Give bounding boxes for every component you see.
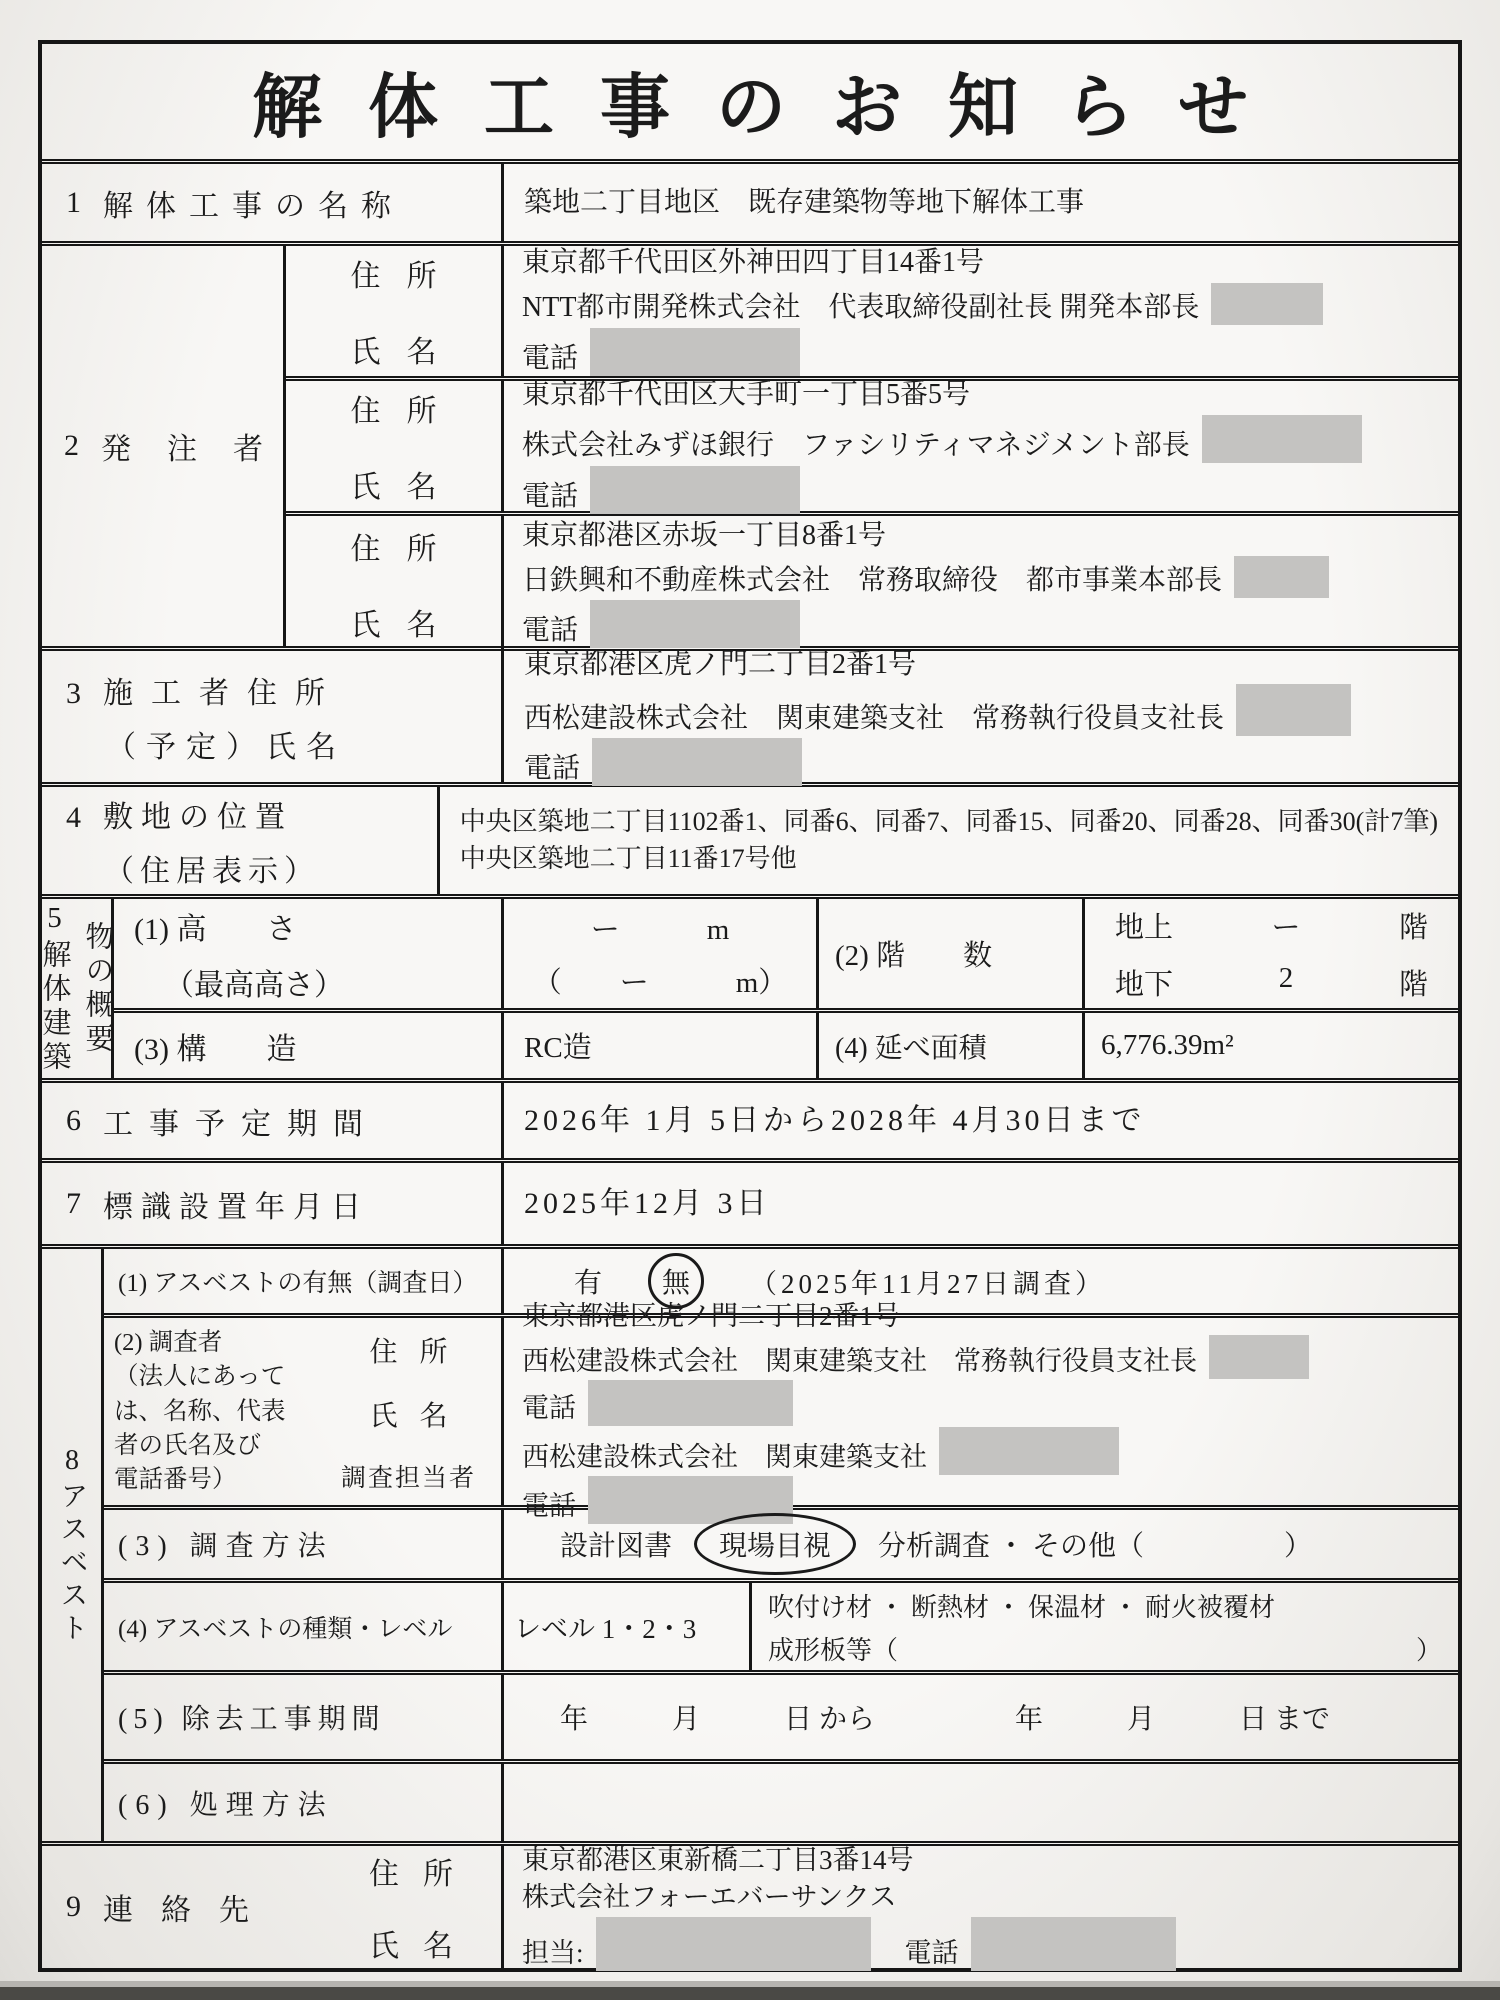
investigator-label-cell [104, 1318, 504, 1505]
notice-table [38, 40, 1462, 1972]
section2-row [42, 246, 1458, 651]
orderer1-name-line [522, 283, 1440, 328]
contact-person-label: 担当: [522, 1937, 584, 1968]
orderer1-tel-line [522, 328, 1440, 379]
section5-vertical-header [38, 899, 114, 1078]
orderer3-sublabels [286, 516, 504, 651]
section7-row [42, 1163, 1458, 1249]
section4-label-cell [42, 787, 440, 894]
section1-number: 1 [66, 185, 81, 219]
section7-label-cell [42, 1163, 504, 1244]
floors-below-value: 2 [1278, 961, 1294, 994]
section3-content [504, 648, 1458, 785]
asbestos-type-row [104, 1583, 1458, 1675]
floors-label: (2) 階 数 [835, 940, 993, 972]
orderer2-name: 株式会社みずほ銀行 ファシリティマネジメント部長 [522, 430, 1190, 462]
tel-label: 電話 [522, 480, 579, 512]
section8-vertical-header [42, 1249, 104, 1841]
section7-content [504, 1163, 1458, 1244]
asbestos-materials-cell [752, 1583, 1458, 1670]
section2-entries [286, 246, 1458, 646]
name-label: 氏名 [350, 336, 463, 369]
section1-label-cell [42, 164, 504, 241]
section7-label: 標識設置年月日 [103, 1190, 369, 1224]
investigator-person-line [522, 1427, 1458, 1476]
method-site-visual-circled: 現場目視 [694, 1513, 856, 1575]
name-label: 氏名 [350, 471, 463, 504]
contact-company: 株式会社フォーエバーサンクス [522, 1882, 897, 1913]
site-label2: （住居表示） [104, 854, 320, 888]
floors-above-label: 地上 [1115, 911, 1174, 944]
contact-person-line [522, 1917, 1440, 1972]
removal-period-content [504, 1675, 1458, 1759]
contractor-name: 西松建設株式会社 関東建築支社 常務執行役員支社長 [524, 702, 1225, 734]
contractor-label: 施工者住所 [103, 676, 343, 710]
name-label: 氏名 [369, 1930, 477, 1963]
orderer3-name-line [522, 556, 1440, 601]
section9-label-cell [42, 1846, 504, 1968]
works-name-value: 築地二丁目地区 既存建築物等地下解体工事 [524, 186, 1085, 218]
redacted-phone [971, 1917, 1176, 1971]
method-analysis-other: 分析調査 ・ その他（ ） [878, 1531, 1313, 1563]
section9-sublabels [369, 1849, 477, 1965]
tel-label: 電話 [524, 753, 581, 785]
investigator-content [504, 1300, 1458, 1521]
redacted-name [1202, 415, 1362, 463]
contractor-address: 東京都港区虎ノ門二丁目2番1号 [524, 648, 917, 680]
address-label: 住所 [369, 1336, 470, 1368]
address-label: 住所 [369, 1858, 477, 1891]
section6-label-cell [42, 1083, 504, 1158]
redacted-name [1209, 1335, 1309, 1379]
investigator-person-label: 調査担当者 [340, 1464, 476, 1492]
tel-label: 電話 [522, 1490, 576, 1521]
materials-line2 [768, 1630, 1442, 1667]
height-max-value: （ ー m） [532, 966, 788, 999]
redacted-name [1234, 556, 1329, 598]
structure-value-cell [504, 1013, 819, 1078]
section2-number: 2 [64, 429, 79, 462]
section6-label: 工事予定期間 [103, 1107, 379, 1141]
investigator-row [104, 1300, 1458, 1521]
survey-method-content [504, 1510, 1458, 1578]
tel-label: 電話 [904, 1937, 959, 1968]
section5-vlabel-col2: 物の概要 [81, 920, 114, 1057]
floors-above-line [1115, 905, 1428, 946]
orderer1-address: 東京都千代田区外神田四丁目14番1号 [522, 247, 985, 279]
orderer3-name: 日鉄興和不動産株式会社 常務取締役 都市事業本部長 [522, 564, 1223, 596]
redacted-name [1236, 684, 1351, 736]
orderer-row-1 [286, 246, 1458, 381]
contact-address: 東京都港区東新橋二丁目3番14号 [522, 1845, 914, 1876]
section8-vlabel: 8アスベスト [56, 1444, 88, 1646]
section5-top-row [114, 899, 1458, 1013]
address-label: 住所 [350, 532, 463, 566]
section4-content [440, 787, 1458, 894]
section8-grid [104, 1249, 1458, 1841]
section3-label-cell [42, 651, 504, 782]
tel-label: 電話 [522, 1392, 576, 1423]
asbestos-yes-option: 有 [574, 1268, 603, 1300]
investigator-label-line5: 電話番号） [114, 1466, 237, 1494]
investigator-label-line1: (2) 調査者 [114, 1328, 223, 1356]
section1-label: 解体工事の名称 [103, 189, 404, 223]
redacted-name [1211, 283, 1323, 325]
section5-grid [114, 899, 1458, 1078]
materials-molded-open: 成形板等（ [768, 1635, 899, 1665]
investigator-sublabels [316, 1330, 501, 1494]
redacted-phone [588, 1380, 793, 1426]
height-label: (1) 高 さ [134, 912, 297, 946]
contractor-label2: （予定）氏名 [106, 730, 346, 764]
orderer-row-2 [286, 381, 1458, 516]
section4-row [42, 787, 1458, 899]
removal-period-row [104, 1675, 1458, 1764]
structure-label: (3) 構 造 [134, 1032, 297, 1066]
redacted-name [939, 1427, 1119, 1475]
section4-number: 4 [66, 800, 81, 834]
asbestos-level-cell [504, 1583, 752, 1670]
removal-period-label-cell [104, 1675, 504, 1759]
materials-line1: 吹付け材 ・ 断熱材 ・ 保温材 ・ 耐火被覆材 [768, 1592, 1276, 1622]
contractor-name-line [524, 684, 1438, 738]
section2-label-cell [42, 246, 299, 646]
height-label-cell [114, 899, 504, 1008]
address-label: 住所 [350, 395, 463, 428]
investigator-label-line3: は、名称、代表 [114, 1397, 286, 1425]
section6-row [42, 1083, 1458, 1163]
redacted-phone [590, 466, 800, 514]
disposal-method-label-cell [104, 1764, 504, 1841]
tel-label: 電話 [522, 342, 579, 374]
area-value-cell [1085, 1013, 1458, 1078]
investigator-name-line [522, 1335, 1458, 1380]
section5-bottom-row [114, 1013, 1458, 1078]
investigator-label-line2: （法人にあって [114, 1363, 286, 1391]
investigator-name: 西松建設株式会社 関東建築支社 常務執行役員支社長 [522, 1345, 1197, 1376]
orderer-row-3 [286, 516, 1458, 651]
address-label: 住所 [350, 260, 463, 293]
floors-below-line [1115, 962, 1428, 1003]
orderer3-address: 東京都港区赤坂一丁目8番1号 [522, 519, 887, 551]
section1-value-cell [504, 164, 1458, 241]
orderer3-tel-line [522, 600, 1440, 651]
materials-molded-close: ） [1415, 1635, 1442, 1665]
photo-bottom-edge-dark [0, 1987, 1500, 2000]
orderer1-sublabels [286, 246, 504, 376]
floors-below-label: 地下 [1115, 968, 1174, 1001]
redacted-contact-person [596, 1917, 871, 1971]
section8-row [42, 1249, 1458, 1846]
sign-date-value: 2025年12月 3日 [524, 1186, 771, 1220]
orderer1-name: NTT都市開発株式会社 代表取締役副社長 開発本部長 [522, 292, 1200, 324]
section9-content [504, 1846, 1458, 1968]
survey-method-label: (3) 調査方法 [118, 1531, 334, 1563]
orderer1-content [504, 246, 1458, 376]
orderer2-name-line [522, 415, 1440, 466]
orderer2-address: 東京都千代田区大手町一丁目5番5号 [522, 379, 971, 411]
name-label: 氏名 [369, 1400, 470, 1432]
removal-period-label: (5) 除去工事期間 [118, 1704, 386, 1736]
section5-row [38, 899, 1458, 1083]
section4-label-line2 [104, 846, 320, 890]
section1-row [42, 164, 1458, 246]
floors-below-unit: 階 [1398, 968, 1428, 1001]
redacted-phone [590, 328, 800, 376]
contractor-tel-line [524, 738, 1438, 788]
name-label: 氏名 [350, 608, 463, 642]
asbestos-presence-label-cell [104, 1249, 504, 1313]
investigator-company: 西松建設株式会社 関東建築支社 [522, 1441, 927, 1472]
section6-content [504, 1083, 1458, 1158]
floors-above-unit: 階 [1398, 911, 1428, 944]
asbestos-level-value: レベル 1・2・3 [514, 1614, 697, 1645]
tel-label: 電話 [522, 615, 579, 647]
disposal-method-label: (6) 処理方法 [118, 1789, 334, 1821]
investigator-label-line4: 者の氏名及び [114, 1431, 261, 1459]
section3-label-line1 [66, 668, 343, 712]
section6-number: 6 [66, 1103, 81, 1137]
asbestos-no-option-circled: 無 [648, 1253, 704, 1309]
floors-label-cell [819, 899, 1085, 1008]
area-label-cell [819, 1013, 1085, 1078]
survey-method-label-cell [104, 1510, 504, 1578]
page-title: 解体工事のお知らせ [252, 70, 1294, 147]
investigator-address: 東京都港区虎ノ門二丁目2番1号 [522, 1300, 900, 1331]
section9-row [42, 1846, 1458, 1968]
asbestos-type-label: (4) アスベストの種類・レベル [118, 1615, 453, 1643]
structure-value: RC造 [524, 1032, 592, 1064]
section3-number: 3 [66, 676, 81, 710]
height-value-cell [504, 899, 819, 1008]
site-lots: 中央区築地二丁目1102番1、同番6、同番7、同番15、同番20、同番28、同番30(計7筆) [459, 807, 1438, 837]
floors-above-value: ー [1271, 911, 1301, 944]
section3-row [42, 648, 1458, 787]
schedule-value: 2026年 1月 5日から2028年 4月30日まで [524, 1103, 1146, 1137]
orderer3-content [504, 516, 1458, 651]
disposal-method-content-empty [504, 1764, 1458, 1841]
orderer2-sublabels [286, 381, 504, 511]
removal-period-blank-dates: 年 月 日 から 年 月 日 まで [560, 1704, 1331, 1736]
section5-vlabel-col1: 5解体建築 [38, 902, 71, 1075]
site-address: 中央区築地二丁目11番17号他 [459, 843, 797, 873]
orderer2-tel-line [522, 466, 1440, 517]
section7-number: 7 [66, 1186, 81, 1220]
redacted-phone [590, 600, 800, 648]
investigator-label-text [104, 1326, 316, 1497]
area-label: (4) 延べ面積 [835, 1032, 987, 1064]
asbestos-presence-label: (1) アスベストの有無（調査日） [118, 1270, 478, 1298]
disposal-method-row [104, 1764, 1458, 1841]
investigator-tel-line [522, 1380, 1458, 1427]
method-design-docs: 設計図書 [560, 1531, 673, 1563]
height-value: ー m [590, 913, 730, 946]
area-value: 6,776.39m² [1101, 1029, 1234, 1061]
section4-label-line1 [66, 792, 293, 836]
site-label: 敷地の位置 [103, 800, 293, 834]
height-max-label: （最高高さ） [164, 968, 344, 1002]
structure-label-cell [114, 1013, 504, 1078]
section9-label: 連絡先 [103, 1894, 277, 1927]
title-row [42, 44, 1458, 164]
section9-number: 9 [66, 1890, 81, 1923]
asbestos-type-label-cell [104, 1583, 504, 1670]
section2-label: 発注者 [101, 433, 299, 466]
survey-method-row [104, 1510, 1458, 1583]
redacted-phone [592, 738, 802, 786]
section3-label-line2 [106, 722, 346, 766]
orderer2-content [504, 381, 1458, 511]
asbestos-survey-date: （2025年11月27日調査） [750, 1268, 1107, 1299]
floors-value-cell [1085, 899, 1458, 1008]
